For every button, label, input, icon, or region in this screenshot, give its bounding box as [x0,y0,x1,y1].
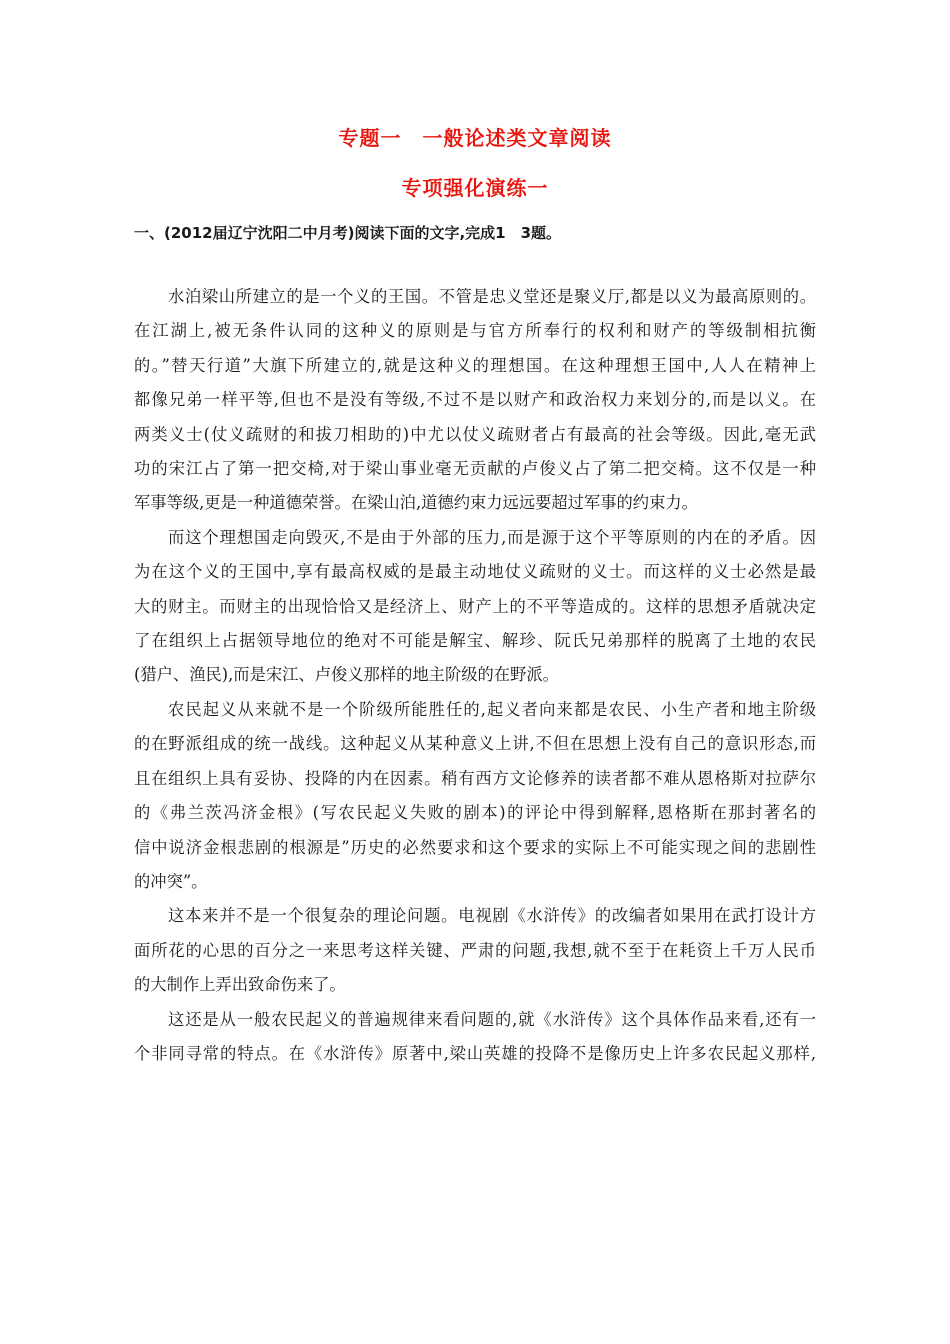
paragraph-3 [134,693,816,899]
text-line: 且在组织上具有妥协、投降的内在因素。稍有西方文论修养的读者都不难从恩格斯对拉萨尔 [134,768,816,788]
text-line: (猎户、渔民),而是宋江、卢俊义那样的地主阶级的在野派。 [134,665,559,685]
text-line: 在江湖上,被无条件认同的这种义的原则是与官方所奉行的权利和财产的等级制相抗衡 [134,321,816,341]
paragraph-1 [134,280,816,521]
text-line: 功的宋江占了第一把交椅,对于梁山事业毫无贡献的卢俊义占了第二把交椅。这不仅是一种 [134,459,816,479]
text-line: 农民起义从来就不是一个阶级所能胜任的,起义者向来都是农民、小生产者和地主阶级 [168,699,816,719]
paragraph-2 [134,521,816,693]
text-line: 个非同寻常的特点。在《水浒传》原著中,梁山英雄的投降不是像历史上许多农民起义那样, [134,1043,816,1063]
text-line: 的。”替天行道”大旗下所建立的,就是这种义的理想国。在这种理想王国中,人人在精神上 [134,355,816,375]
text-line: 军事等级,更是一种道德荣誉。在梁山泊,道德约束力远远要超过军事的约束力。 [134,493,698,513]
text-line: 为在这个义的王国中,享有最高权威的是最主动地仗义疏财的义士。而这样的义士必然是最 [134,562,816,582]
text-line: 这本来并不是一个很复杂的理论问题。电视剧《水浒传》的改编者如果用在武打设计方 [168,906,816,926]
text-line: 大的财主。而财主的出现恰恰又是经济上、财产上的不平等造成的。这样的思想矛盾就决定 [134,596,816,616]
text-line: 都像兄弟一样平等,但也不是没有等级,不过不是以财产和政治权力来划分的,而是以义。在 [134,390,816,410]
paragraph-4 [134,899,816,1002]
text-line: 面所花的心思的百分之一来思考这样关键、严肃的问题,我想,就不至于在耗资上千万人民币 [134,940,816,960]
text-line: 水泊梁山所建立的是一个义的王国。不管是忠义堂还是聚义厅,都是以义为最高原则的。 [168,287,816,306]
article-body [134,280,816,1071]
document-subtitle: 专项强化演练一 [401,176,549,200]
text-line: 了在组织上占据领导地位的绝对不可能是解宝、解珍、阮氏兄弟那样的脱离了土地的农民 [134,631,816,651]
text-line: 这还是从一般农民起义的普遍规律来看问题的,就《水浒传》这个具体作品来看,还有一 [168,1009,816,1029]
text-line: 的《弗兰茨冯济金根》(写农民起义失败的剧本)的评论中得到解释,恩格斯在那封著名的 [134,803,816,823]
text-line: 的在野派组成的统一战线。这种起义从某种意义上讲,不但在思想上没有自己的意识形态,而 [134,734,816,754]
document-title: 专题一 一般论述类文章阅读 [338,126,612,150]
paragraph-5 [134,1003,816,1072]
question-prompt: 一、(2012届辽宁沈阳二中月考)阅读下面的文字,完成1 3题。 [134,224,562,242]
text-line: 而这个理想国走向毁灭,不是由于外部的压力,而是源于这个平等原则的内在的矛盾。因 [168,527,816,547]
text-line: 信中说济金根悲剧的根源是”历史的必然要求和这个要求的实际上不可能实现之间的悲剧性 [134,837,816,857]
text-line: 两类义士(仗义疏财的和拔刀相助的)中尤以仗义疏财者占有最高的社会等级。因此,毫无武 [134,424,816,444]
text-line: 的大制作上弄出致命伤来了。 [134,975,346,995]
text-line: 的冲突”。 [134,871,208,891]
